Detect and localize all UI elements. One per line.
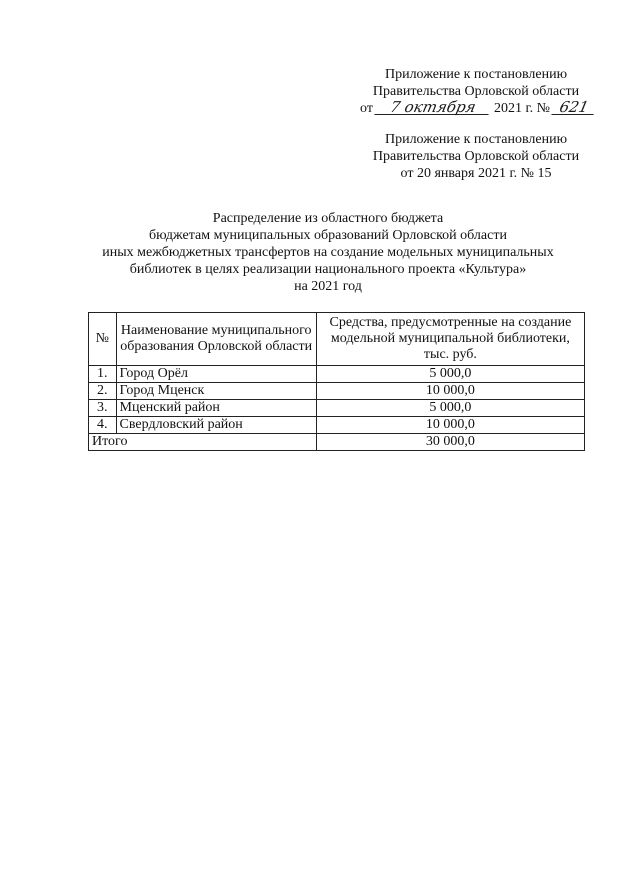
table-row	[89, 383, 585, 400]
header-number: №	[89, 313, 117, 366]
row-amount: 5 000,0	[316, 400, 584, 417]
table-total-row	[89, 434, 585, 451]
appendix-original-line3: от 20 января 2021 г. № 15	[400, 166, 552, 181]
date-prefix: от	[360, 101, 373, 116]
row-number: 4.	[89, 417, 117, 434]
table-row	[89, 417, 585, 434]
title-line4: библиотек в целях реализации национального проекта «Культура»	[129, 262, 527, 277]
appendix-original-line2: Правительства Орловской области	[372, 149, 580, 164]
row-amount: 10 000,0	[316, 417, 584, 434]
appendix-current-header	[360, 66, 592, 117]
table-row	[89, 400, 585, 417]
row-name: Мценский район	[116, 400, 316, 417]
row-number: 3.	[89, 400, 117, 417]
row-number: 1.	[89, 366, 117, 383]
year-text: 2021 г. №	[493, 101, 550, 116]
title-line1: Распределение из областного бюджета	[212, 211, 444, 226]
appendix-current-date-line	[360, 100, 592, 117]
total-label: Итого	[89, 434, 317, 451]
row-amount: 10 000,0	[316, 383, 584, 400]
appendix-current-line1: Приложение к постановлению	[384, 67, 568, 82]
table-row	[89, 366, 585, 383]
handwritten-number: 621	[552, 100, 597, 115]
title-line2: бюджетам муниципальных образований Орловской области	[149, 228, 507, 243]
row-name: Город Мценск	[116, 383, 316, 400]
row-name: Город Орёл	[116, 366, 316, 383]
distribution-table	[88, 312, 585, 451]
total-amount: 30 000,0	[316, 434, 584, 451]
appendix-original-header	[360, 131, 592, 182]
title-line3: иных межбюджетных трансфертов на создание модельных муниципальных	[102, 245, 554, 260]
row-number: 2.	[89, 383, 117, 400]
header-amount: Средства, предусмотренные на создание модельной муниципальной библиотеки, тыс. руб.	[316, 313, 584, 366]
title-line5: на 2021 год	[294, 279, 362, 294]
row-amount: 5 000,0	[316, 366, 584, 383]
document-title	[80, 210, 576, 295]
appendix-current-line2: Правительства Орловской области	[372, 84, 580, 99]
table-header-row	[89, 313, 585, 366]
handwritten-date: 7 октября	[375, 100, 492, 115]
appendix-original-line1: Приложение к постановлению	[384, 132, 568, 147]
header-name: Наименование муниципального образования Орловской области	[116, 313, 316, 366]
row-name: Свердловский район	[116, 417, 316, 434]
